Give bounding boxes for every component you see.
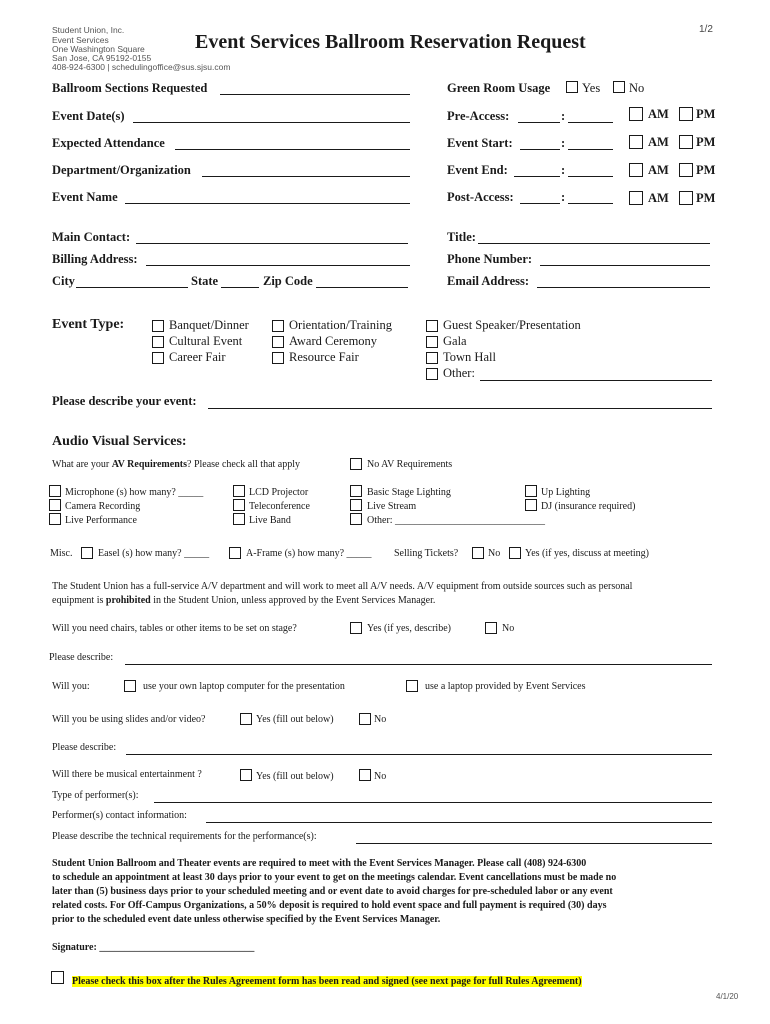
- slides-yes-checkbox[interactable]: [240, 713, 252, 725]
- chairs-yes-label: Yes (if yes, describe): [367, 623, 451, 634]
- dj-checkbox[interactable]: [525, 499, 537, 511]
- city-field[interactable]: [76, 287, 188, 288]
- time-colon: :: [561, 163, 566, 177]
- event-start-am-checkbox[interactable]: [629, 135, 643, 149]
- billing-address-label: Billing Address:: [52, 252, 138, 266]
- career-fair-checkbox[interactable]: [152, 352, 164, 364]
- av-heading: Audio Visual Services:: [52, 434, 187, 449]
- stage-lighting-checkbox[interactable]: [350, 485, 362, 497]
- gala-checkbox[interactable]: [426, 336, 438, 348]
- live-performance-label: Live Performance: [65, 515, 137, 526]
- chairs-question: Will you need chairs, tables or other items to be set on stage?: [52, 623, 297, 634]
- lcd-projector-label: LCD Projector: [249, 487, 309, 498]
- rules-agreement-label: Please check this box after the Rules Agreement form has been read and signed (see next page for full Rules Agreement): [72, 976, 582, 987]
- describe-event-label: Please describe your event:: [52, 394, 197, 408]
- phone-label: Phone Number:: [447, 252, 533, 266]
- tech-requirements-label: Please describe the technical requirements for the performance(s):: [52, 831, 317, 842]
- camera-recording-label: Camera Recording: [65, 501, 141, 512]
- department-label: Department/Organization: [52, 163, 191, 177]
- org-dept: Event Services: [52, 35, 109, 45]
- signature-field[interactable]: Signature: _______________________________: [52, 942, 255, 953]
- zip-label: Zip Code: [263, 274, 313, 288]
- performer-type-label: Type of performer(s):: [52, 790, 139, 801]
- post-access-am-checkbox[interactable]: [629, 191, 643, 205]
- email-label: Email Address:: [447, 274, 530, 288]
- cultural-event-label: Cultural Event: [169, 334, 243, 348]
- chairs-describe-label: Please describe:: [49, 652, 114, 663]
- slides-describe-field[interactable]: [126, 754, 712, 755]
- green-room-no-checkbox[interactable]: [613, 81, 625, 93]
- billing-address-field[interactable]: [146, 265, 410, 266]
- selling-tickets-yes-label: Yes (if yes, discuss at meeting): [525, 548, 649, 559]
- performer-type-field[interactable]: [154, 802, 712, 803]
- other-av-label: Other: ______________________________: [367, 515, 546, 526]
- performer-contact-label: Performer(s) contact information:: [52, 810, 187, 821]
- policy-paragraph: Student Union Ballroom and Theater events are required to meet with the Event Services Manager. Please call (408) 924-6300 to schedule an appointment at least 30 days prior to your event to get on the meetings calendar. Event cancellations must be made no later than (5) business days prior to your scheduled meeting and or event date to avoid charges for pre-scheduled labor or any event related costs. For Off-Campus Organizations, a 50% deposit is required to hold event space and full payment is required (30) days prior to the scheduled event date unless otherwise specified by the Event Services Manager.: [52, 858, 617, 925]
- event-end-minute-field[interactable]: [568, 176, 613, 177]
- award-ceremony-label: Award Ceremony: [289, 334, 378, 348]
- green-room-label: Green Room Usage: [447, 81, 551, 95]
- footer-date: 4/1/20: [716, 992, 739, 1001]
- career-fair-label: Career Fair: [169, 350, 226, 364]
- will-you-label: Will you:: [52, 681, 90, 692]
- event-dates-field[interactable]: [133, 122, 410, 123]
- other-type-label: Other:: [443, 366, 475, 380]
- easel-checkbox[interactable]: [81, 547, 93, 559]
- gala-label: Gala: [443, 334, 467, 348]
- town-hall-checkbox[interactable]: [426, 352, 438, 364]
- slides-question: Will you be using slides and/or video?: [52, 714, 206, 725]
- pm-label: PM: [696, 163, 716, 177]
- ballroom-sections-label: Ballroom Sections Requested: [52, 81, 208, 95]
- event-end-pm-checkbox[interactable]: [679, 163, 693, 177]
- am-label: AM: [648, 163, 669, 177]
- rules-agreement-checkbox[interactable]: [51, 971, 64, 984]
- ballroom-sections-field[interactable]: [220, 94, 410, 95]
- event-start-hour-field[interactable]: [520, 149, 560, 150]
- chairs-yes-checkbox[interactable]: [350, 622, 362, 634]
- no-av-checkbox[interactable]: [350, 458, 362, 470]
- orientation-label: Orientation/Training: [289, 318, 393, 332]
- musical-question: Will there be musical entertainment ?: [52, 769, 202, 780]
- page-title: Event Services Ballroom Reservation Request: [195, 31, 586, 53]
- misc-label: Misc.: [50, 548, 73, 559]
- banquet-checkbox[interactable]: [152, 320, 164, 332]
- state-label: State: [191, 274, 219, 288]
- post-access-pm-checkbox[interactable]: [679, 191, 693, 205]
- green-room-yes-checkbox[interactable]: [566, 81, 578, 93]
- live-stream-checkbox[interactable]: [350, 499, 362, 511]
- chairs-describe-field[interactable]: [125, 664, 712, 665]
- event-end-hour-field[interactable]: [514, 176, 560, 177]
- other-av-checkbox[interactable]: [350, 513, 362, 525]
- green-room-no-label: No: [629, 81, 645, 95]
- aframe-label: A-Frame (s) how many? _____: [246, 548, 372, 559]
- up-lighting-label: Up Lighting: [541, 487, 591, 498]
- city-label: City: [52, 274, 75, 288]
- town-hall-label: Town Hall: [443, 350, 496, 364]
- org-city: San Jose, CA 95192-0155: [52, 53, 152, 63]
- event-dates-label: Event Date(s): [52, 109, 125, 123]
- page-number: 1/2: [699, 24, 713, 35]
- guest-speaker-checkbox[interactable]: [426, 320, 438, 332]
- slides-no-label: No: [374, 714, 387, 725]
- own-laptop-checkbox[interactable]: [124, 680, 136, 692]
- resource-fair-label: Resource Fair: [289, 350, 359, 364]
- email-field[interactable]: [537, 287, 710, 288]
- lcd-projector-checkbox[interactable]: [233, 485, 245, 497]
- event-type-label: Event Type:: [52, 317, 125, 332]
- live-performance-checkbox[interactable]: [49, 513, 61, 525]
- selling-tickets-label: Selling Tickets?: [394, 548, 459, 559]
- dj-label: DJ (insurance required): [541, 501, 636, 512]
- expected-attendance-label: Expected Attendance: [52, 136, 165, 150]
- green-room-yes-label: Yes: [582, 81, 601, 95]
- tech-requirements-field[interactable]: [356, 843, 712, 844]
- av-requirements-prompt: What are your AV Requirements? Please check all that apply: [52, 459, 301, 470]
- title-label: Title:: [447, 230, 476, 244]
- event-end-label: Event End:: [447, 163, 508, 177]
- musical-no-checkbox[interactable]: [359, 769, 371, 781]
- award-ceremony-checkbox[interactable]: [272, 336, 284, 348]
- pre-access-hour-field[interactable]: [518, 122, 560, 123]
- time-colon: :: [561, 136, 566, 150]
- selling-tickets-yes-checkbox[interactable]: [509, 547, 521, 559]
- microphone-label: Microphone (s) how many? _____: [65, 487, 204, 498]
- av-note: The Student Union has a full-service A/V department and will work to meet all A/V needs. A/V equipment from outside sources such as personal equipment is prohibited in the Student Union, unless approved by the Event Services Manager.: [52, 581, 633, 606]
- slides-no-checkbox[interactable]: [359, 713, 371, 725]
- pm-label: PM: [696, 191, 716, 205]
- main-contact-label: Main Contact:: [52, 230, 131, 244]
- no-av-label: No AV Requirements: [367, 459, 453, 470]
- slides-yes-label: Yes (fill out below): [256, 714, 334, 725]
- easel-label: Easel (s) how many? _____: [98, 548, 210, 559]
- org-street: One Washington Square: [52, 44, 145, 54]
- expected-attendance-field[interactable]: [175, 149, 410, 150]
- org-contact: 408-924-6300 | schedulingoffice@sus.sjsu.com: [52, 62, 231, 72]
- musical-yes-label: Yes (fill out below): [256, 771, 334, 782]
- provided-laptop-checkbox[interactable]: [406, 680, 418, 692]
- main-contact-field[interactable]: [136, 243, 408, 244]
- live-band-checkbox[interactable]: [233, 513, 245, 525]
- camera-recording-checkbox[interactable]: [49, 499, 61, 511]
- musical-no-label: No: [374, 771, 387, 782]
- pre-access-am-checkbox[interactable]: [629, 107, 643, 121]
- stage-lighting-label: Basic Stage Lighting: [367, 487, 451, 498]
- pre-access-minute-field[interactable]: [568, 122, 613, 123]
- post-access-hour-field[interactable]: [520, 203, 560, 204]
- other-type-checkbox[interactable]: [426, 368, 438, 380]
- guest-speaker-label: Guest Speaker/Presentation: [443, 318, 581, 332]
- event-start-minute-field[interactable]: [568, 149, 613, 150]
- org-name: Student Union, Inc.: [52, 25, 125, 35]
- time-colon: :: [561, 190, 566, 204]
- own-laptop-label: use your own laptop computer for the presentation: [143, 681, 345, 692]
- event-end-am-checkbox[interactable]: [629, 163, 643, 177]
- musical-yes-checkbox[interactable]: [240, 769, 252, 781]
- pre-access-label: Pre-Access:: [447, 109, 510, 123]
- live-stream-label: Live Stream: [367, 501, 417, 512]
- pm-label: PM: [696, 135, 716, 149]
- slides-describe-label: Please describe:: [52, 742, 117, 753]
- event-name-label: Event Name: [52, 190, 118, 204]
- title-field[interactable]: [478, 243, 710, 244]
- chairs-no-checkbox[interactable]: [485, 622, 497, 634]
- orientation-checkbox[interactable]: [272, 320, 284, 332]
- selling-tickets-no-label: No: [488, 548, 501, 559]
- event-start-pm-checkbox[interactable]: [679, 135, 693, 149]
- post-access-label: Post-Access:: [447, 190, 514, 204]
- teleconference-label: Teleconference: [249, 501, 310, 512]
- performer-contact-field[interactable]: [206, 822, 712, 823]
- am-label: AM: [648, 107, 669, 121]
- state-field[interactable]: [221, 287, 259, 288]
- live-band-label: Live Band: [249, 515, 291, 526]
- banquet-label: Banquet/Dinner: [169, 318, 249, 332]
- provided-laptop-label: use a laptop provided by Event Services: [425, 681, 586, 692]
- event-start-label: Event Start:: [447, 136, 513, 150]
- up-lighting-checkbox[interactable]: [525, 485, 537, 497]
- zip-field[interactable]: [316, 287, 408, 288]
- aframe-checkbox[interactable]: [229, 547, 241, 559]
- event-name-field[interactable]: [125, 203, 410, 204]
- am-label: AM: [648, 135, 669, 149]
- time-colon: :: [561, 109, 566, 123]
- other-type-field[interactable]: [480, 380, 712, 381]
- am-label: AM: [648, 191, 669, 205]
- phone-field[interactable]: [540, 265, 710, 266]
- teleconference-checkbox[interactable]: [233, 499, 245, 511]
- selling-tickets-no-checkbox[interactable]: [472, 547, 484, 559]
- describe-event-field[interactable]: [208, 408, 712, 409]
- pre-access-pm-checkbox[interactable]: [679, 107, 693, 121]
- chairs-no-label: No: [502, 623, 515, 634]
- cultural-event-checkbox[interactable]: [152, 336, 164, 348]
- department-field[interactable]: [202, 176, 410, 177]
- pm-label: PM: [696, 107, 716, 121]
- resource-fair-checkbox[interactable]: [272, 352, 284, 364]
- post-access-minute-field[interactable]: [568, 203, 613, 204]
- microphone-checkbox[interactable]: [49, 485, 61, 497]
